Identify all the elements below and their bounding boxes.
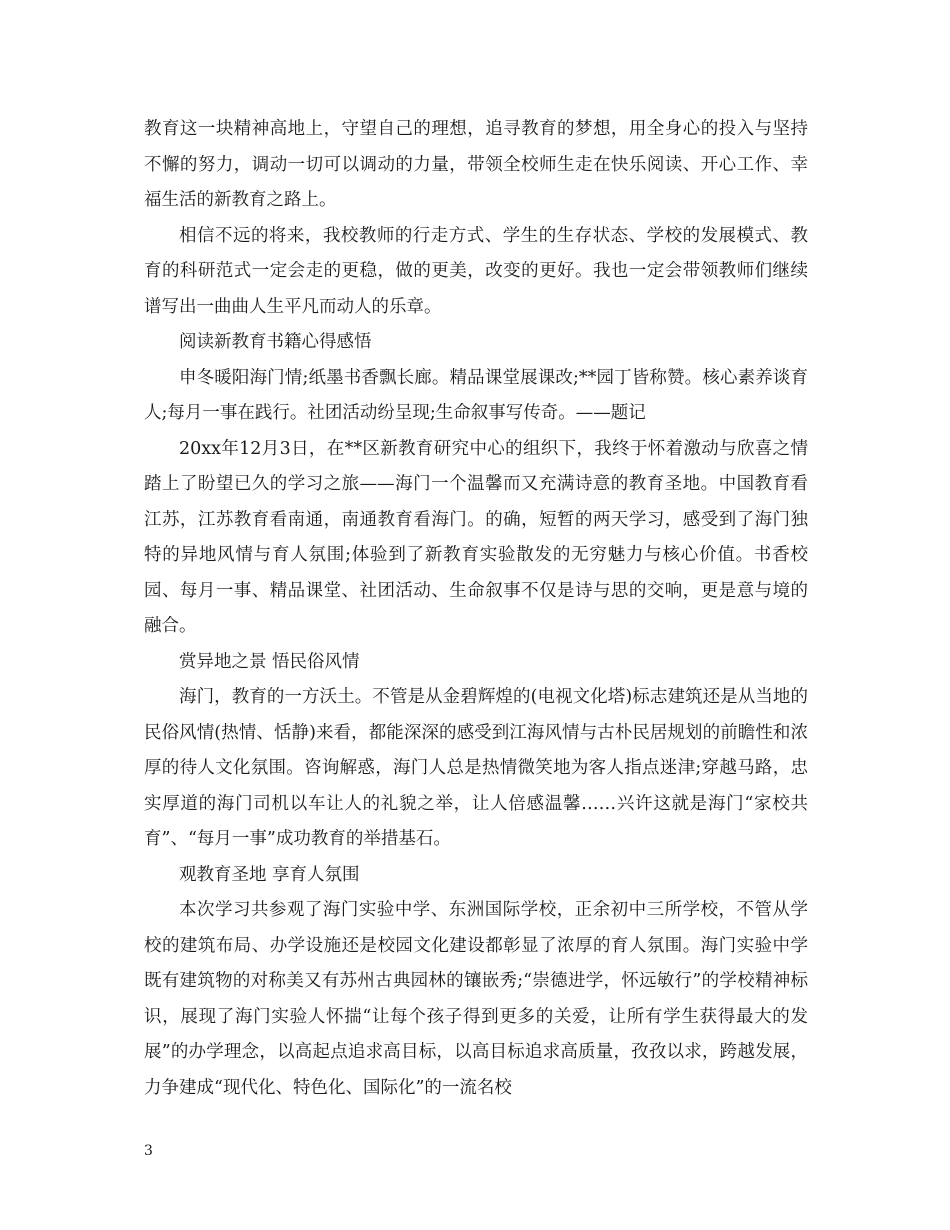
- paragraph-6: 本次学习共参观了海门实验中学、东洲国际学校，正余初中三所学校，不管从学校的建筑布局、办学设施还是校园文化建设都彰显了浓厚的育人氛围。海门实验中学既有建筑物的对称美又有苏州古典园林的镶嵌秀;“崇德进学，怀远敏行”的学校精神标识，展现了海门实验人怀揣“让每个孩子得到更多的关爱，让所有学生获得最大的发展”的办学理念，以高起点追求高目标，以高目标追求高质量，孜孜以求，跨越发展，力争建成“现代化、特色化、国际化”的一流名校: [144, 900, 808, 1098]
- section-heading-1: 阅读新教育书籍心得感悟: [179, 332, 372, 352]
- section-heading-2: 赏异地之景 悟民俗风情: [179, 651, 360, 672]
- document-body: [144, 112, 808, 1106]
- paragraph-2: 相信不远的将来，我校教师的行走方式、学生的生存状态、学校的发展模式、教育的科研范式一定会走的更稳，做的更美，改变的更好。我也一定会带领教师们继续谱写出一曲曲人生平凡而动人的乐章。: [144, 225, 808, 317]
- paragraph-4: 20xx年12月3日，在**区新教育研究中心的组织下，我终于怀着激动与欣喜之情踏上了盼望已久的学习之旅——海门一个温馨而又充满诗意的教育圣地。中国教育看江苏，江苏教育看南通，南通教育看海门。的确，短暂的两天学习，感受到了海门独特的异地风情与育人氛围;体验到了新教育实验散发的无穷魅力与核心价值。书香校园、每月一事、精品课堂、社团活动、生命叙事不仅是诗与思的交响，更是意与境的融合。: [144, 438, 808, 636]
- paragraph-1: 教育这一块精神高地上，守望自己的理想，追寻教育的梦想，用全身心的投入与坚持不懈的努力，调动一切可以调动的力量，带领全校师生走在快乐阅读、开心工作、幸福生活的新教育之路上。: [144, 119, 808, 210]
- paragraph-3: 申冬暖阳海门情;纸墨书香飘长廊。精品课堂展课改;**园丁皆称赞。核心素养谈育人;每月一事在践行。社团活动纷呈现;生命叙事写传奇。——题记: [144, 367, 808, 423]
- page-number: 3: [144, 1143, 153, 1159]
- section-heading-3: 观教育圣地 享育人氛围: [179, 864, 360, 885]
- paragraph-5: 海门，教育的一方沃土。不管是从金碧辉煌的(电视文化塔)标志建筑还是从当地的民俗风情(热情、恬静)来看，都能深深的感受到江海风情与古朴民居规划的前瞻性和浓厚的待人文化氛围。咨询解惑，海门人总是热情微笑地为客人指点迷津;穿越马路，忠实厚道的海门司机以车让人的礼貌之举，让人倍感温馨……兴许这就是海门“家校共育”、“每月一事”成功教育的举措基石。: [144, 687, 808, 849]
